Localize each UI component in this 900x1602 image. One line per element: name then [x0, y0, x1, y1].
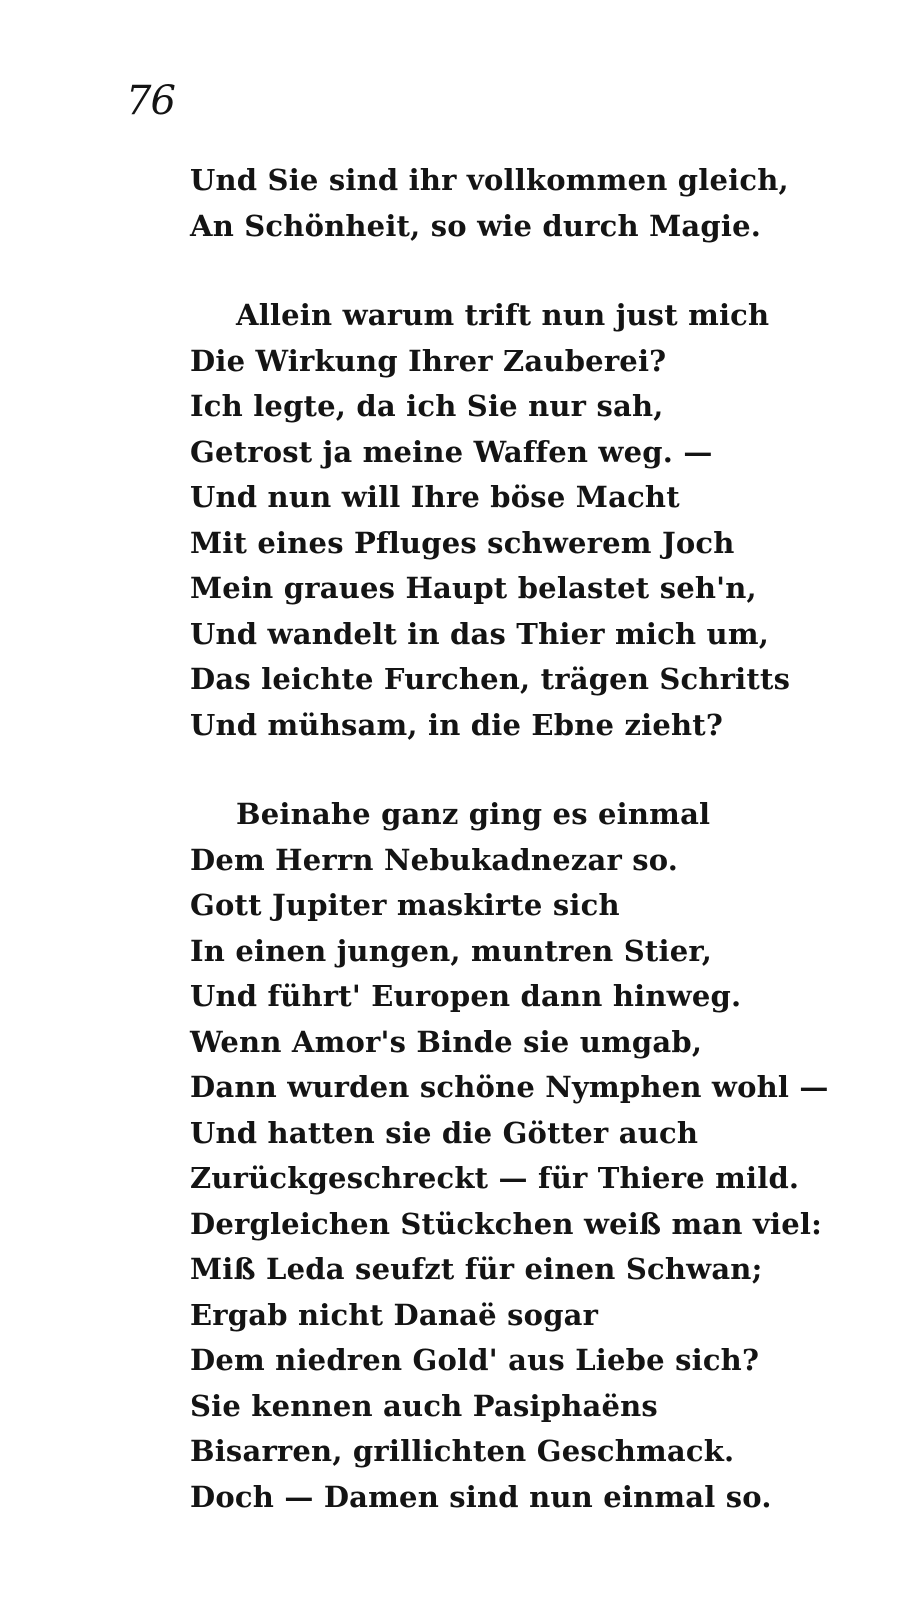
verse-line: Dann wurden schöne Nymphen wohl —: [190, 1070, 829, 1104]
verse-line: Dem Herrn Nebukadnezar so.: [190, 842, 679, 877]
verse-line: Wenn Amor's Binde sie umgab,: [190, 1024, 703, 1059]
verse-line: Ergab nicht Danaë sogar: [190, 1297, 599, 1332]
verse-line: Miß Leda seufzt für einen Schwan;: [190, 1252, 763, 1286]
verse-line: Zurückgeschreckt — für Thiere mild.: [190, 1161, 800, 1195]
stanza-break: [190, 249, 870, 293]
verse-line: Das leichte Furchen, trägen Schritts: [190, 662, 791, 696]
verse-line: Allein warum trift nun just mich: [236, 298, 770, 332]
verse-line: Mit eines Pfluges schwerem Joch: [190, 525, 735, 560]
verse-line: Bisarren, grillichten Geschmack.: [190, 1434, 735, 1468]
verse-line: Ich legte, da ich Sie nur sah,: [190, 389, 664, 423]
verse-line: Doch — Damen sind nun einmal so.: [190, 1479, 772, 1514]
verse-line: An Schönheit, so wie durch Magie.: [190, 208, 762, 243]
verse-line: Dem niedren Gold' aus Liebe sich?: [190, 1343, 760, 1377]
verse-line: Und hatten sie die Götter auch: [190, 1115, 699, 1150]
verse-line: Beinahe ganz ging es einmal: [236, 797, 711, 831]
stanza-2: [190, 293, 870, 748]
page-number: 76: [126, 78, 175, 124]
verse-line: Und nun will Ihre böse Macht: [190, 480, 680, 514]
verse-line: Und mühsam, in die Ebne zieht?: [190, 707, 724, 742]
poem: [190, 158, 870, 1520]
verse-line: Und Sie sind ihr vollkommen gleich,: [190, 163, 789, 197]
verse-line: Und wandelt in das Thier mich um,: [190, 616, 770, 651]
stanza-1: [190, 158, 870, 249]
verse-line: Die Wirkung Ihrer Zauberei?: [190, 343, 667, 378]
verse-line: Gott Jupiter maskirte sich: [190, 888, 620, 922]
stanza-break: [190, 748, 870, 792]
stanza-3: [190, 792, 870, 1520]
verse-line: Dergleichen Stückchen weiß man viel:: [190, 1206, 823, 1241]
verse-line: In einen jungen, muntren Stier,: [190, 933, 713, 968]
verse-line: Und führt' Europen dann hinweg.: [190, 979, 742, 1013]
verse-line: Mein graues Haupt belastet seh'n,: [190, 571, 757, 605]
verse-line: Sie kennen auch Pasiphaëns: [190, 1388, 658, 1423]
verse-line: Getrost ja meine Waffen weg. —: [190, 434, 713, 469]
